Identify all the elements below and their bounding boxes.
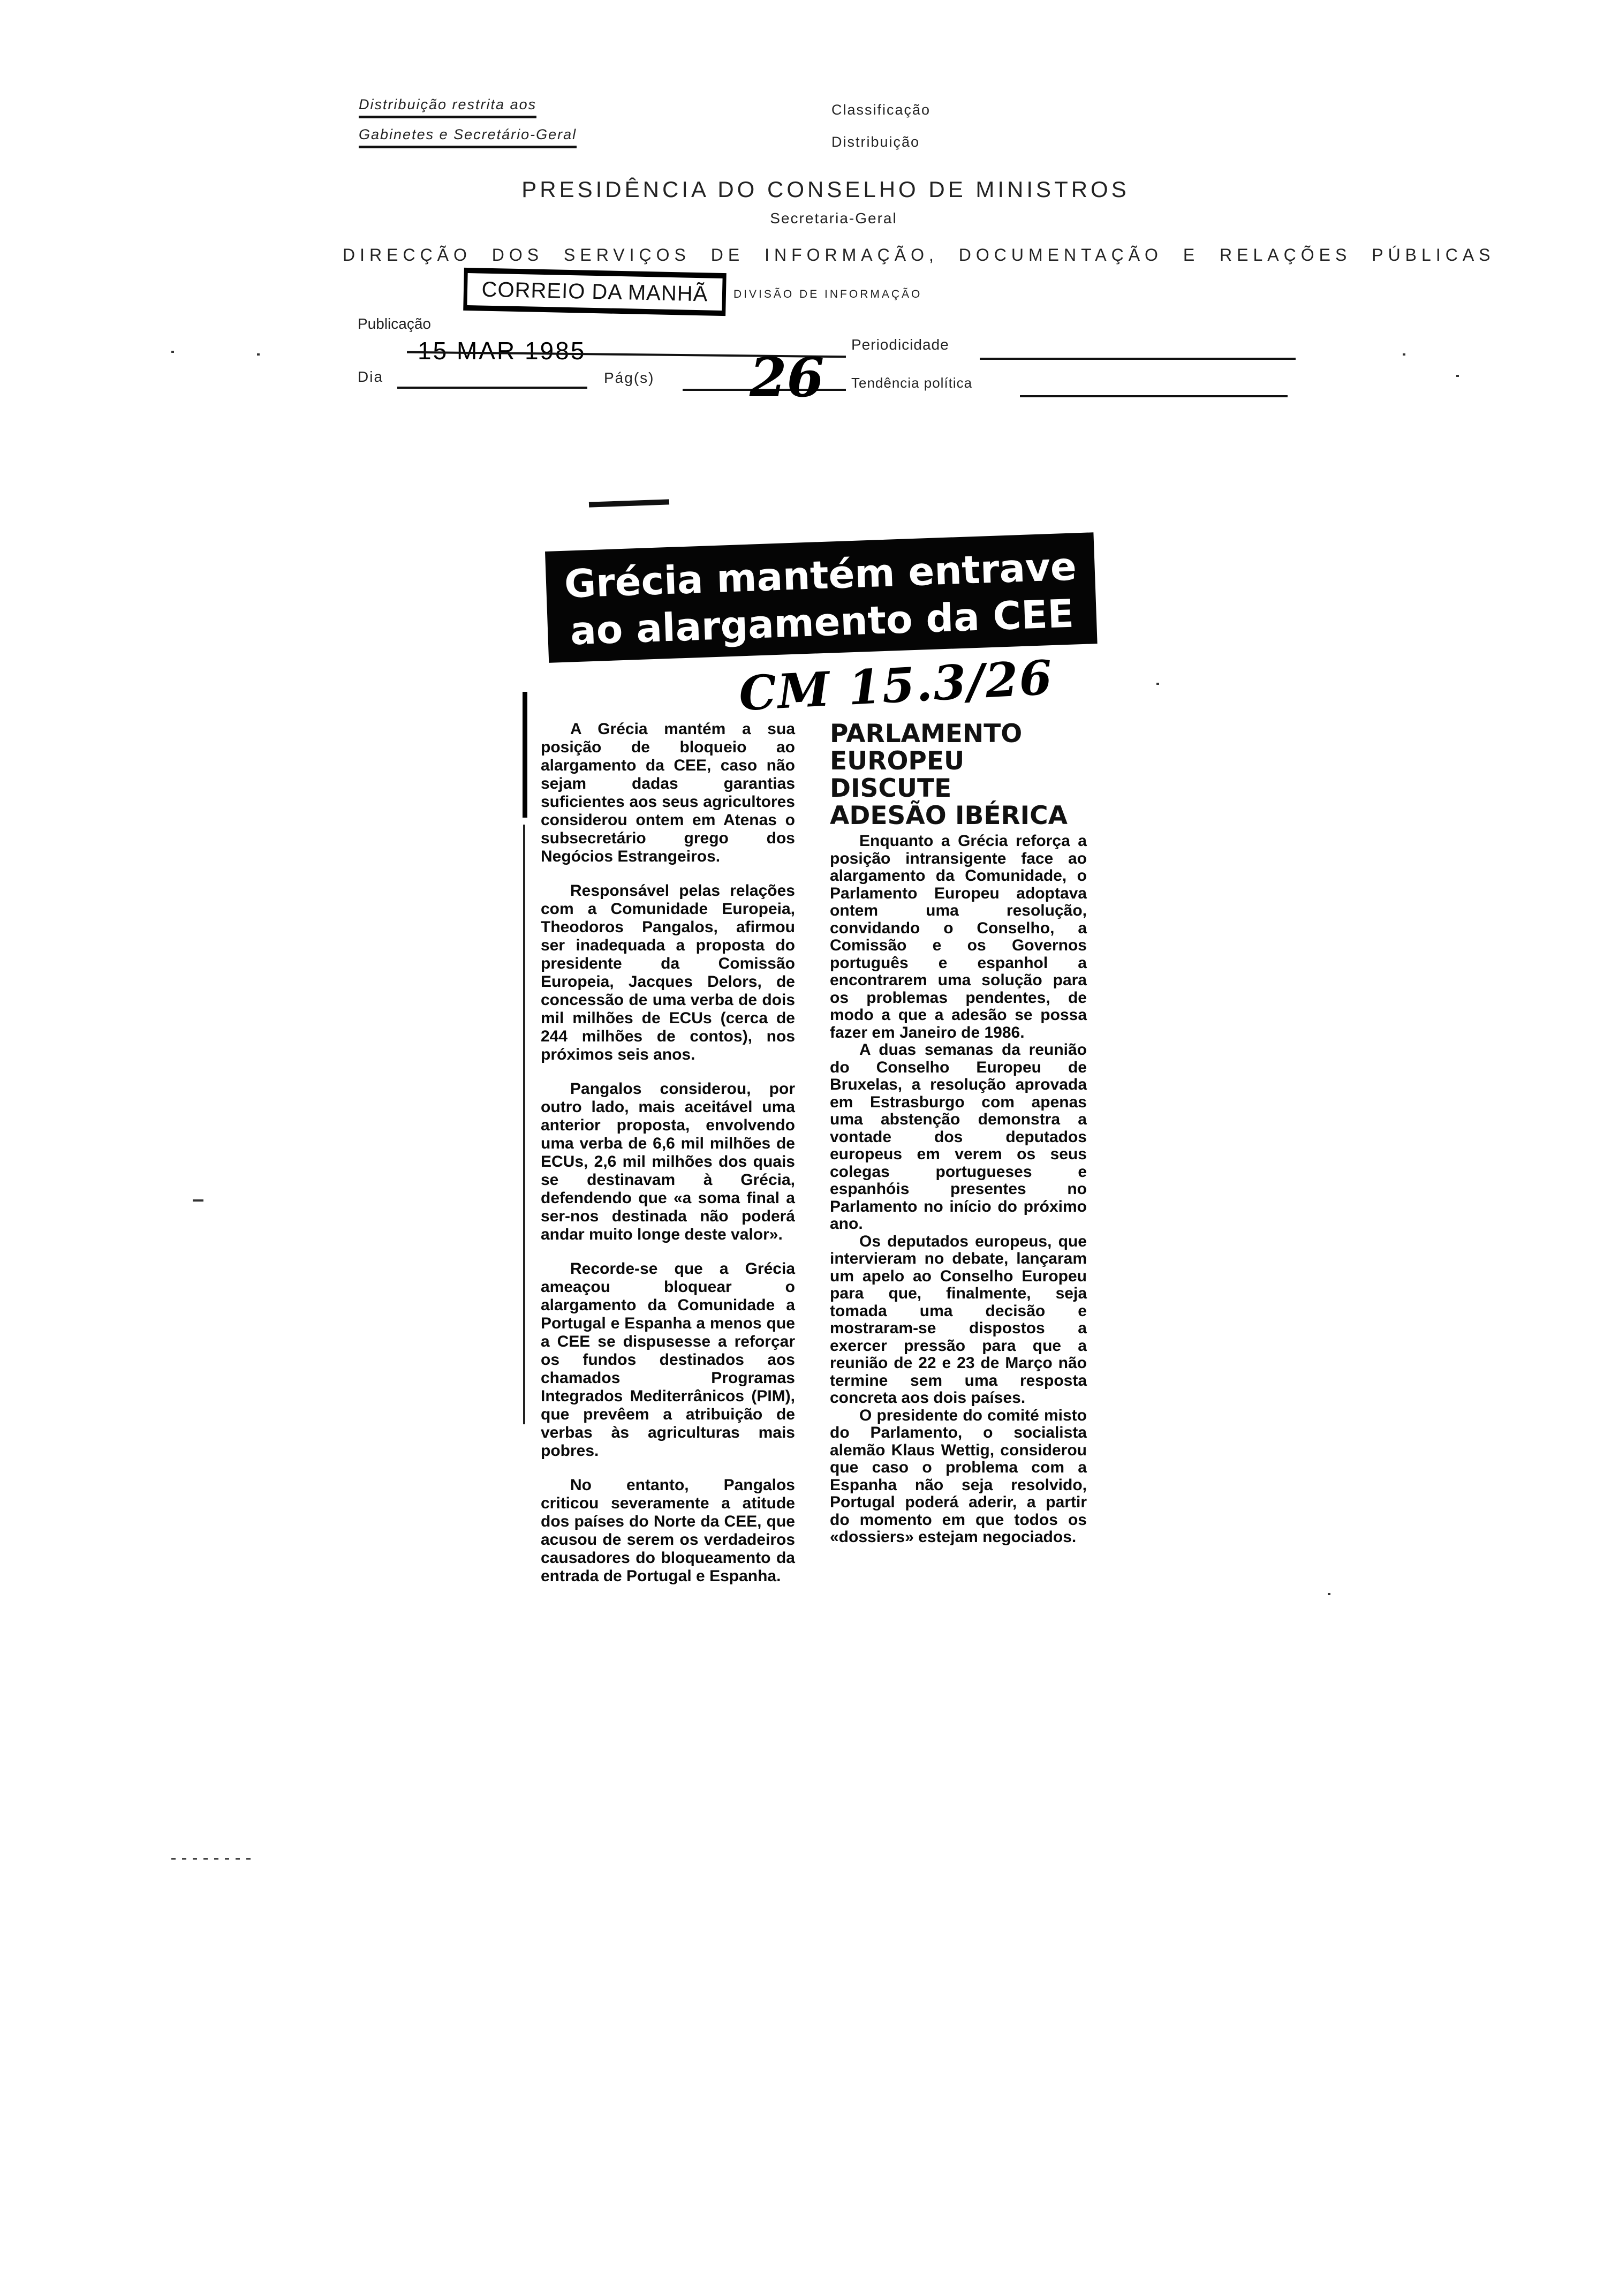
- publication-label: Publicação: [358, 315, 431, 332]
- newspaper-stamp: [463, 268, 727, 316]
- distribution-label: Distribuição: [831, 134, 920, 150]
- right-body: [830, 833, 1087, 1546]
- column-rule-thick: [523, 692, 527, 818]
- paragraph: A duas semanas da reunião do Conselho Europeu de Bruxelas, a resolução aprovada em Estrasburgo com apenas uma abstenção demonstra a vontade dos deputados europeus em verem os seus colegas portugueses e espanhóis presentes no Parlamento no início do próximo ano.: [830, 1041, 1087, 1233]
- article-right-column: [830, 720, 1087, 1546]
- political-tendency-underline: [1020, 395, 1288, 397]
- paragraph: Os deputados europeus, que intervieram no debate, lançaram um apelo ao Conselho Europeu para que, finalmente, seja tomada uma decisão e mostraram-se dispostos a exercer pressão para que a reunião de 22 e 23 de Março não termine sem uma resposta concreta aos dois países.: [830, 1232, 1087, 1407]
- newspaper-name: CORREIO DA MANHÃ: [481, 277, 708, 306]
- headline-line-1: Grécia mantém entrave: [563, 543, 1078, 607]
- paragraph: A Grécia mantém a sua posição de bloqueio ao alargamento da CEE, caso não sejam dadas garantias suficientes aos seus agricultores considerou ontem em Atenas o subsecretário grego dos Negócios Estrangeiros.: [541, 720, 795, 865]
- pages-handwritten-value: 26: [750, 346, 824, 409]
- day-underline: [397, 387, 587, 389]
- distribution-restricted-label: [359, 96, 536, 113]
- day-label: Dia: [358, 368, 384, 385]
- scan-speck: [1328, 1593, 1330, 1595]
- scan-speck: [171, 1858, 257, 1860]
- subheadline-line: DISCUTE: [830, 774, 952, 803]
- distribution-recipients-text: Gabinetes e Secretário-Geral: [359, 126, 577, 148]
- subheadline-line: EUROPEU: [830, 746, 965, 776]
- subheadline: [830, 720, 1087, 829]
- paragraph: No entanto, Pangalos criticou severamente a atitude dos países do Norte da CEE, que acusou de serem os verdadeiros causadores do bloqueamento da entrada de Portugal e Espanha.: [541, 1476, 795, 1585]
- scan-speck: [193, 1199, 203, 1202]
- article-headline: [545, 532, 1098, 663]
- paragraph: Pangalos considerou, por outro lado, mais aceitável uma anterior proposta, envolvendo uma verba de 6,6 mil milhões de ECUs, 2,6 mil milhões dos quais se destinavam à Grécia, defendendo que «a soma final a ser-nos destinada não poderá andar muito longe deste valor».: [541, 1080, 795, 1243]
- political-tendency-label: Tendência política: [851, 375, 973, 391]
- subheadline-line: ADESÃO IBÉRICA: [830, 801, 1068, 830]
- paragraph: O presidente do comité misto do Parlamento, o socialista alemão Klaus Wettig, considerou que caso o problema com a Espanha não seja resolvido, Portugal poderá aderir, a partir do momento em que todos os «dossiers» estejam negociados.: [830, 1406, 1087, 1546]
- paragraph: Enquanto a Grécia reforça a posição intransigente face ao alargamento da Comunidade, o Parlamento Europeu adoptava ontem uma resolução, convidando o Conselho, a Comissão e os Governos português e espanhol a encontrarem uma solução para os problemas pendentes, de modo a que a adesão se possa fazer em Janeiro de 1986.: [830, 832, 1087, 1041]
- scan-speck: [257, 353, 260, 356]
- division-label: DIVISÃO DE INFORMAÇÃO: [733, 288, 922, 300]
- org-subtitle: Secretaria-Geral: [770, 210, 897, 226]
- scan-speck: [171, 351, 174, 353]
- clipping-fragment-mark: [589, 499, 669, 507]
- handwritten-annotation: CM 15.3/26: [737, 649, 1055, 722]
- org-title: PRESIDÊNCIA DO CONSELHO DE MINISTROS: [521, 177, 1130, 202]
- headline-line-2: ao alargamento da CEE: [569, 591, 1075, 654]
- scan-speck: [1403, 353, 1405, 356]
- scan-speck: [1156, 683, 1159, 685]
- periodicity-label: Periodicidade: [851, 336, 949, 353]
- article-left-column: [541, 720, 795, 1585]
- column-rule-thin: [523, 825, 525, 1424]
- classification-label: Classificação: [831, 102, 931, 118]
- directorate-line: DIRECÇÃO DOS SERVIÇOS DE INFORMAÇÃO, DOCUMENTAÇÃO E RELAÇÕES PÚBLICAS: [343, 245, 1495, 265]
- paragraph: Recorde-se que a Grécia ameaçou bloquear o alargamento da Comunidade a Portugal e Espanha a menos que a CEE se dispusesse a reforçar os fundos destinados aos chamados Programas Integrados Mediterrânicos (PIM), que prevêem a atribuição de verbas às agriculturas mais pobres.: [541, 1260, 795, 1460]
- paragraph: Responsável pelas relações com a Comunidade Europeia, Theodoros Pangalos, afirmou ser inadequada a proposta do presidente da Comissão Europeia, Jacques Delors, de concessão de uma verba de dois mil milhões de ECUs (cerca de 244 milhões de contos), nos próximos seis anos.: [541, 882, 795, 1063]
- pages-label: Pág(s): [604, 369, 655, 386]
- scan-speck: [1456, 375, 1459, 377]
- distribution-recipients-label: [359, 126, 577, 143]
- subheadline-line: PARLAMENTO: [830, 719, 1023, 749]
- distribution-restricted-text: Distribuição restrita aos: [359, 96, 536, 118]
- publication-date-stamp: 15 MAR 1985: [418, 337, 586, 365]
- periodicity-underline: [980, 358, 1296, 360]
